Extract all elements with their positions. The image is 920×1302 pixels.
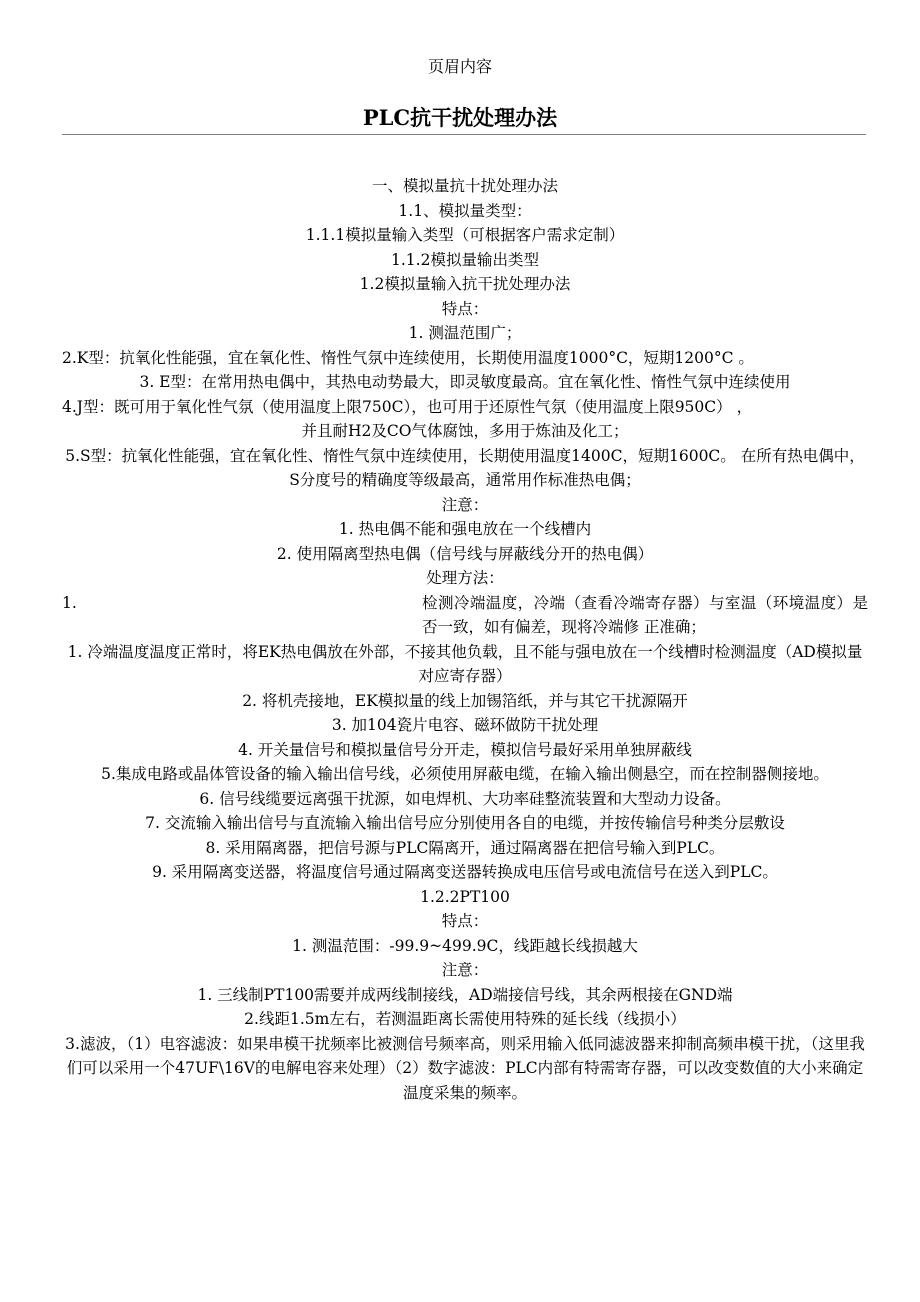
list-item: 1. 三线制PT100需要并成两线制接线，AD端接信号线，其余两根接在GND端 <box>197 985 733 1004</box>
features-label: 特点： <box>441 299 489 318</box>
list-item: 2. 将机壳接地，EK模拟量的线上加锡箔纸，并与其它干扰源隔开 <box>242 691 688 710</box>
note-label: 注意： <box>441 495 489 514</box>
list-item: 1. 热电偶不能和强电放在一个线槽内 <box>338 520 592 538</box>
list-item: 8. 采用隔离器，把信号源与PLC隔离开，通过隔离器在把信号输入到PLC。 <box>205 838 725 857</box>
list-item: 7. 交流输入输出信号与直流输入输出信号应分别使用各自的电缆，并按传输信号种类分层敷设 <box>145 814 785 832</box>
method-label: 处理方法： <box>426 569 504 587</box>
list-item: 1. 测温范围：-99.9~499.9C，线距越长线损越大 <box>292 936 638 955</box>
list-item: 1. 冷端温度温度正常时，将EK热电偶放在外部，不接其他负载，且不能与强电放在一个线槽时检测温度（AD模拟量对应寄存器） <box>67 642 863 685</box>
list-item: 5.集成电路或晶体管设备的输入输出信号线，必须使用屏蔽电缆，在输入输出侧悬空，而在控制器侧接地。 <box>101 765 829 783</box>
list-item: 1. 测温范围广； <box>408 324 522 342</box>
subsection-heading-pt100: 1.2.2PT100 <box>420 887 510 906</box>
paragraph: 4.J型：既可用于氧化性气氛（使用温度上限750C），也可用于还原性气氛（使用温度上限950C） ， <box>62 397 753 416</box>
method-item-text: 检测冷端温度，冷端（查看冷端寄存器）与室温（环境温度）是否一致，如有偏差，现将冷端修 正准确； <box>422 593 868 636</box>
features-label: 特点： <box>441 912 489 930</box>
list-item: 6. 信号线缆要远离强干扰源，如电焊机、大功率硅整流装置和大型动力设备。 <box>199 789 731 808</box>
paragraph: 3. E型：在常用热电偶中，其热电动势最大，即灵敏度最高。宜在氧化性、惰性气氛中连续使用 <box>139 373 791 391</box>
list-item: 9. 采用隔离变送器，将温度信号通过隔离变送器转换成电压信号或电流信号在送入到PLC。 <box>152 863 778 881</box>
list-item: 3. 加104瓷片电容、磁环做防干扰处理 <box>331 716 599 734</box>
page-header: 页眉内容 <box>427 57 492 76</box>
paragraph-filtering: 3.滤波，（1）电容滤波：如果串模干扰频率比被测信号频率高，则采用输入低同滤波器来抑制高频串模干扰，（这里我们可以采用一个47UF\16V的电解电容来处理）（2）数字滤波：PLC内部有特需寄存器，可以改变数值的大小来确定温度采集的频率。 <box>65 1034 865 1102</box>
method-item-row <box>62 591 868 640</box>
subsection-heading: 1.1.1模拟量输入类型（可根据客户需求定制） <box>305 226 625 244</box>
paragraph: 2.K型：抗氧化性能强，宜在氧化性、惰性气氛中连续使用，长期使用温度1000°C，短期1200°C 。 <box>62 348 754 367</box>
subsection-heading: 1.1、模拟量类型： <box>398 201 532 220</box>
title-divider <box>62 134 866 135</box>
list-item: 2.线距1.5m左右，若测温距离长需使用特殊的延长线（线损小） <box>244 1010 686 1028</box>
paragraph: 5.S型：抗氧化性能强，宜在氧化性、惰性气氛中连续使用，长期使用温度1400C，短期1600C。 在所有热电偶中，S分度号的精确度等级最高，通常用作标准热电偶； <box>65 446 865 489</box>
document-title: PLC抗干扰处理办法 <box>362 105 558 130</box>
list-item: 4. 开关量信号和模拟量信号分开走，模拟信号最好采用单独屏蔽线 <box>238 740 692 759</box>
paragraph: 并且耐H2及CO气体腐蚀，多用于炼油及化工； <box>301 422 629 440</box>
note-label: 注意： <box>441 961 489 979</box>
list-item: 2. 使用隔离型热电偶（信号线与屏蔽线分开的热电偶） <box>276 544 654 563</box>
document-body <box>62 174 868 1105</box>
subsection-heading: 1.1.2模拟量输出类型 <box>391 250 539 269</box>
section-heading-analog: 一、模拟量抗十扰处理办法 <box>371 177 558 195</box>
subsection-heading: 1.2模拟量输入抗干扰处理办法 <box>359 275 571 293</box>
method-item-number: 1. <box>62 593 77 612</box>
